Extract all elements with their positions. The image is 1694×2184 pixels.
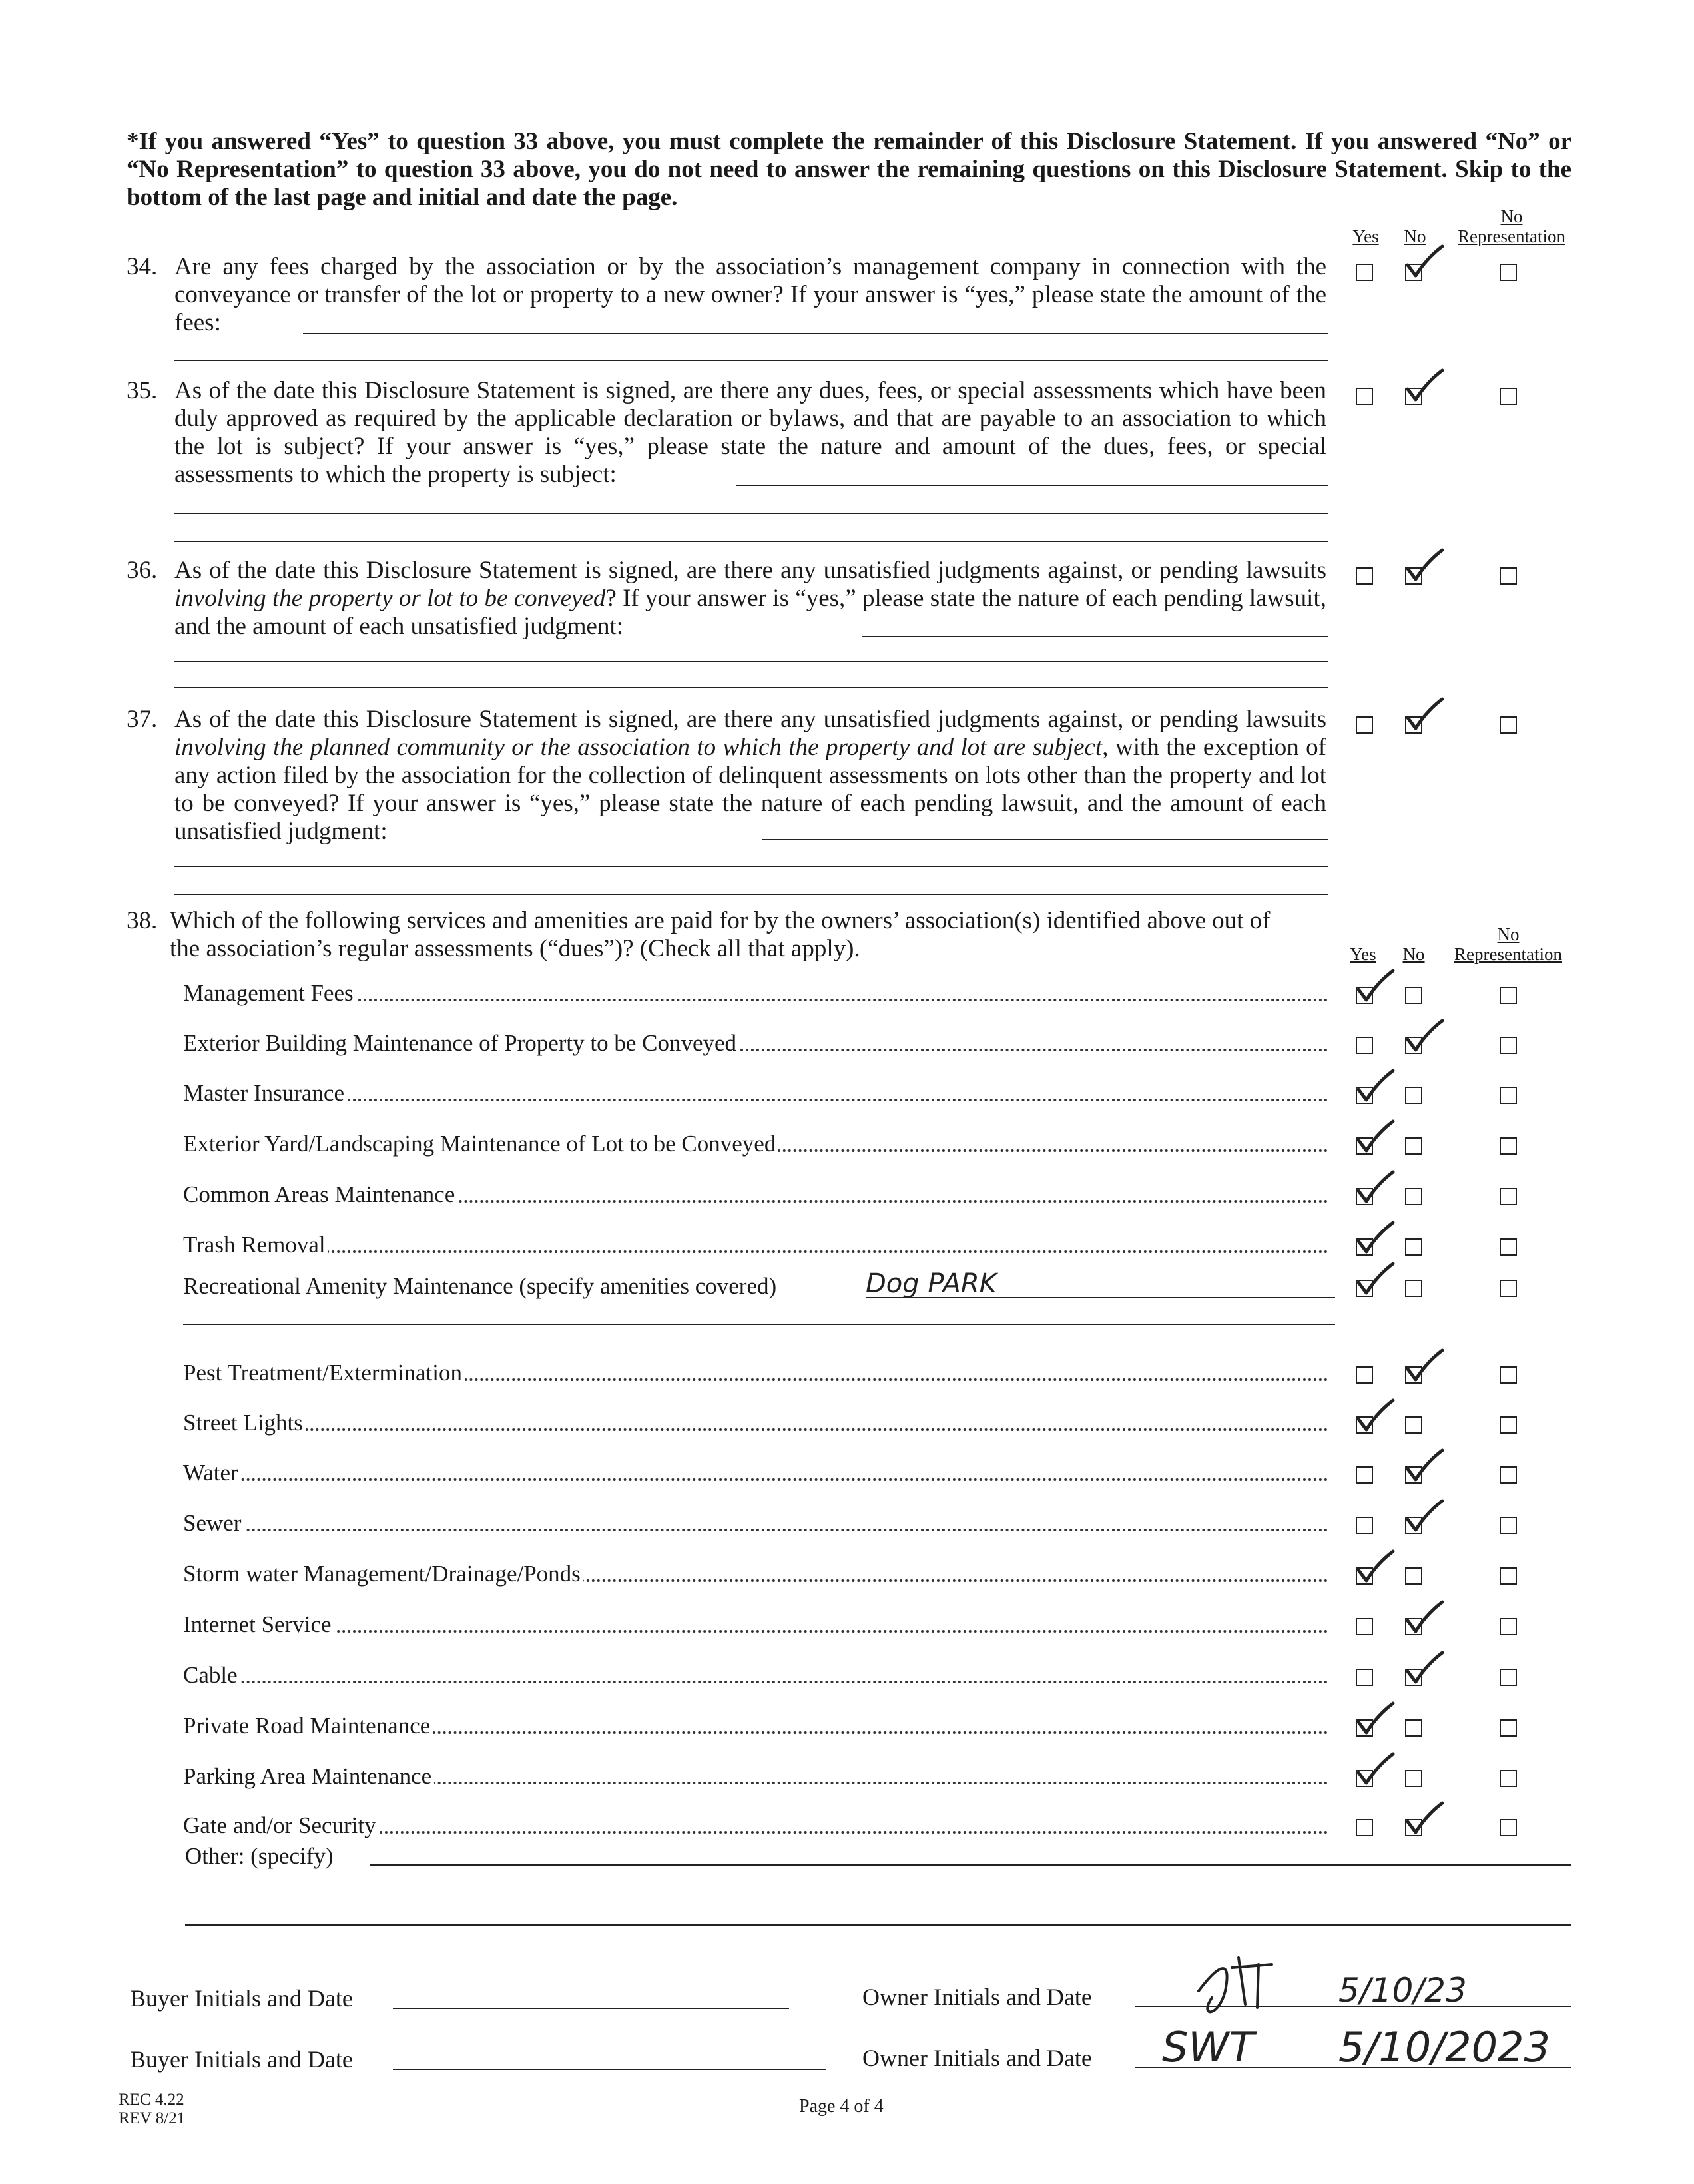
service-row-exterior-building-maintenance-of-property-to-be-conveyed <box>183 1029 1328 1058</box>
q34-norep-checkbox[interactable] <box>1500 264 1517 281</box>
service-label: Common Areas Maintenance <box>183 1181 457 1207</box>
service-label: Sewer <box>183 1510 244 1536</box>
private-road-maintenance-norep-checkbox[interactable] <box>1500 1719 1517 1737</box>
q36-answer-line-2[interactable] <box>174 661 1328 662</box>
recreational-amenity-maintenance-specify-amenities-covered-norep-checkbox[interactable] <box>1500 1280 1517 1297</box>
street-lights-yes-checkmark <box>1356 1399 1396 1436</box>
service-row-master-insurance <box>183 1079 1328 1108</box>
master-insurance-norep-checkbox[interactable] <box>1500 1087 1517 1104</box>
service-label: Exterior Yard/Landscaping Maintenance of Lot to be Conveyed <box>183 1131 778 1157</box>
owner-2-initials: SWT <box>1162 2023 1255 2071</box>
q34-yes-checkbox[interactable] <box>1356 264 1373 281</box>
q34-no-checkmark <box>1405 245 1445 282</box>
pest-treatment-extermination-yes-checkbox[interactable] <box>1356 1366 1373 1384</box>
col-norep-header: No Representation <box>1458 206 1565 246</box>
service-label: Pest Treatment/Extermination <box>183 1360 465 1386</box>
exterior-building-maintenance-of-property-to-be-conveyed-no-checkmark <box>1405 1019 1445 1056</box>
pest-treatment-extermination-no-checkmark <box>1405 1349 1445 1386</box>
form-revision: REV 8/21 <box>119 2109 186 2127</box>
internet-service-yes-checkbox[interactable] <box>1356 1618 1373 1635</box>
buyer-initials-line-2[interactable] <box>393 2069 826 2070</box>
cable-no-checkmark <box>1405 1651 1445 1688</box>
gate-and-or-security-yes-checkbox[interactable] <box>1356 1819 1373 1836</box>
service-row-internet-service <box>183 1610 1328 1639</box>
owner-1-initials-signature <box>1172 1951 1318 2024</box>
q37-norep-checkbox[interactable] <box>1500 716 1517 734</box>
service-row-common-areas-maintenance <box>183 1180 1328 1209</box>
leader-dots <box>183 1478 1328 1481</box>
cable-yes-checkbox[interactable] <box>1356 1669 1373 1686</box>
storm-water-management-drainage-ponds-yes-checkmark <box>1356 1550 1396 1587</box>
leader-dots <box>183 1099 1328 1101</box>
q36-norep-checkbox[interactable] <box>1500 567 1517 585</box>
exterior-building-maintenance-of-property-to-be-conveyed-norep-checkbox[interactable] <box>1500 1037 1517 1054</box>
q35-answer-line-2[interactable] <box>174 513 1328 514</box>
private-road-maintenance-no-checkbox[interactable] <box>1405 1719 1422 1737</box>
gate-and-or-security-no-checkmark <box>1405 1802 1445 1838</box>
internet-service-no-checkmark <box>1405 1601 1445 1637</box>
q34-answer-line-2[interactable] <box>174 360 1328 361</box>
recreational-amenity-maintenance-specify-amenities-covered-yes-checkmark <box>1356 1262 1396 1299</box>
q38-col-no-header: No <box>1402 944 1425 964</box>
internet-service-norep-checkbox[interactable] <box>1500 1618 1517 1635</box>
service-label: Cable <box>183 1662 240 1688</box>
gate-and-or-security-norep-checkbox[interactable] <box>1500 1819 1517 1836</box>
recreational-specify-line-2[interactable] <box>183 1324 1335 1325</box>
water-norep-checkbox[interactable] <box>1500 1466 1517 1484</box>
sewer-no-checkmark <box>1405 1500 1445 1536</box>
leader-dots <box>183 1428 1328 1431</box>
recreational-amenity-maintenance-specify-amenities-covered-no-checkbox[interactable] <box>1405 1280 1422 1297</box>
recreational-specify-line[interactable] <box>866 1297 1335 1298</box>
service-label: Water <box>183 1460 241 1486</box>
common-areas-maintenance-no-checkbox[interactable] <box>1405 1188 1422 1205</box>
street-lights-no-checkbox[interactable] <box>1405 1416 1422 1434</box>
private-road-maintenance-yes-checkmark <box>1356 1702 1396 1739</box>
leader-dots <box>183 1250 1328 1253</box>
service-row-cable <box>183 1661 1328 1690</box>
master-insurance-yes-checkmark <box>1356 1069 1396 1106</box>
form-id: REC 4.22 <box>119 2091 184 2109</box>
management-fees-norep-checkbox[interactable] <box>1500 987 1517 1004</box>
service-row-trash-removal <box>183 1230 1328 1260</box>
q35-no-checkmark <box>1405 369 1445 406</box>
service-row-management-fees <box>183 979 1328 1008</box>
service-row-water <box>183 1458 1328 1488</box>
exterior-yard-landscaping-maintenance-of-lot-to-be-conveyed-no-checkbox[interactable] <box>1405 1137 1422 1155</box>
common-areas-maintenance-yes-checkmark <box>1356 1171 1396 1207</box>
owner-initials-label-1: Owner Initials and Date <box>862 1984 1092 2010</box>
buyer-initials-label-2: Buyer Initials and Date <box>130 2046 353 2073</box>
service-row-storm-water-management-drainage-ponds <box>183 1559 1328 1589</box>
parking-area-maintenance-norep-checkbox[interactable] <box>1500 1770 1517 1787</box>
leader-dots <box>183 1681 1328 1683</box>
q37-answer-line[interactable] <box>762 839 1328 840</box>
trash-removal-yes-checkmark <box>1356 1221 1396 1258</box>
owner-1-date: 5/10/23 <box>1338 1971 1467 2010</box>
water-yes-checkbox[interactable] <box>1356 1466 1373 1484</box>
storm-water-management-drainage-ponds-norep-checkbox[interactable] <box>1500 1567 1517 1585</box>
other-specify-label: Other: (specify) <box>185 1843 334 1869</box>
management-fees-no-checkbox[interactable] <box>1405 987 1422 1004</box>
exterior-yard-landscaping-maintenance-of-lot-to-be-conveyed-norep-checkbox[interactable] <box>1500 1137 1517 1155</box>
other-specify-line[interactable] <box>370 1864 1571 1866</box>
service-row-pest-treatment-extermination <box>183 1358 1328 1388</box>
service-row-sewer <box>183 1509 1328 1538</box>
col-no-header: No <box>1404 226 1426 246</box>
q38-col-norep-header: No Representation <box>1454 924 1562 964</box>
buyer-initials-line-1[interactable] <box>393 2008 789 2009</box>
q37-answer-line-3[interactable] <box>174 894 1328 895</box>
parking-area-maintenance-no-checkbox[interactable] <box>1405 1770 1422 1787</box>
q34-answer-line[interactable] <box>303 333 1328 334</box>
service-row-private-road-maintenance <box>183 1711 1328 1741</box>
service-row-gate-and-or-security <box>183 1811 1328 1840</box>
service-label: Private Road Maintenance <box>183 1713 433 1739</box>
management-fees-yes-checkmark <box>1356 969 1396 1006</box>
service-label: Gate and/or Security <box>183 1812 379 1838</box>
service-row-parking-area-maintenance <box>183 1762 1328 1791</box>
service-row-exterior-yard-landscaping-maintenance-of-lot-to-be-conveyed <box>183 1129 1328 1159</box>
q36-yes-checkbox[interactable] <box>1356 567 1373 585</box>
service-label: Storm water Management/Drainage/Ponds <box>183 1561 583 1587</box>
owner-initials-label-2: Owner Initials and Date <box>862 2045 1092 2071</box>
common-areas-maintenance-norep-checkbox[interactable] <box>1500 1188 1517 1205</box>
service-label: Exterior Building Maintenance of Property to be Conveyed <box>183 1030 739 1056</box>
cable-norep-checkbox[interactable] <box>1500 1669 1517 1686</box>
exterior-building-maintenance-of-property-to-be-conveyed-yes-checkbox[interactable] <box>1356 1037 1373 1054</box>
street-lights-norep-checkbox[interactable] <box>1500 1416 1517 1434</box>
q38-col-yes-header: Yes <box>1350 944 1376 964</box>
service-label: Street Lights <box>183 1410 306 1436</box>
service-label: Management Fees <box>183 980 356 1006</box>
leader-dots <box>183 1529 1328 1531</box>
col-yes-header: Yes <box>1352 226 1379 246</box>
q35-norep-checkbox[interactable] <box>1500 388 1517 405</box>
sewer-norep-checkbox[interactable] <box>1500 1517 1517 1534</box>
q35-answer-line-3[interactable] <box>174 541 1328 542</box>
service-label: Internet Service <box>183 1611 334 1637</box>
q37-yes-checkbox[interactable] <box>1356 716 1373 734</box>
sewer-yes-checkbox[interactable] <box>1356 1517 1373 1534</box>
exterior-yard-landscaping-maintenance-of-lot-to-be-conveyed-yes-checkmark <box>1356 1120 1396 1157</box>
other-specify-line-2[interactable] <box>185 1924 1571 1926</box>
recreational-specify-handwriting: Dog PARK <box>866 1268 997 1299</box>
q36-answer-line-3[interactable] <box>174 687 1328 688</box>
pest-treatment-extermination-norep-checkbox[interactable] <box>1500 1366 1517 1384</box>
service-label: Trash Removal <box>183 1232 328 1258</box>
page-number: Page 4 of 4 <box>799 2096 884 2117</box>
storm-water-management-drainage-ponds-no-checkbox[interactable] <box>1405 1567 1422 1585</box>
master-insurance-no-checkbox[interactable] <box>1405 1087 1422 1104</box>
q36-answer-line[interactable] <box>862 636 1328 637</box>
service-label: Recreational Amenity Maintenance (specify amenities covered) <box>183 1273 779 1299</box>
service-row-recreational-amenity-maintenance-specify-amenities-covered <box>183 1272 856 1301</box>
water-no-checkmark <box>1405 1449 1445 1486</box>
q35-yes-checkbox[interactable] <box>1356 388 1373 405</box>
parking-area-maintenance-yes-checkmark <box>1356 1753 1396 1789</box>
service-row-street-lights <box>183 1408 1328 1438</box>
buyer-initials-label-1: Buyer Initials and Date <box>130 1985 353 2012</box>
service-label: Master Insurance <box>183 1080 347 1106</box>
intro-instructions: *If you answered “Yes” to question 33 above, you must complete the remainder of this Disclosure Statement. If you answered “No” or “No Representation” to question 33 above, you do not need to answer the remaining questions on this Disclosure Statement. Skip to the bottom of the last page and initial and date the page. <box>127 128 1571 211</box>
q35-answer-line[interactable] <box>736 485 1328 486</box>
q37-answer-line-2[interactable] <box>174 866 1328 867</box>
service-label: Parking Area Maintenance <box>183 1763 434 1789</box>
leader-dots <box>183 1630 1328 1633</box>
trash-removal-norep-checkbox[interactable] <box>1500 1238 1517 1256</box>
q37-no-checkmark <box>1405 698 1445 734</box>
q36-no-checkmark <box>1405 549 1445 585</box>
owner-2-date: 5/10/2023 <box>1338 2023 1550 2071</box>
trash-removal-no-checkbox[interactable] <box>1405 1238 1422 1256</box>
